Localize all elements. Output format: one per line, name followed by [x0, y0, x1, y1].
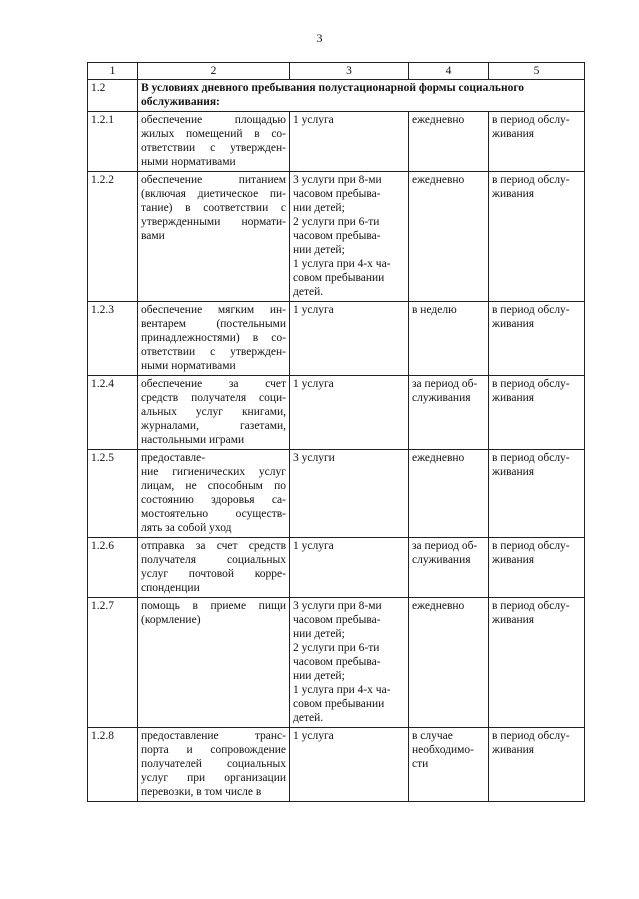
service-term-line: живания: [492, 744, 535, 756]
column-number: 2: [138, 63, 290, 80]
column-number: 4: [409, 63, 489, 80]
service-frequency-line: за период об-: [412, 378, 478, 390]
service-description-line: состоянию здоровья са-: [141, 494, 286, 506]
service-term: [489, 112, 585, 172]
service-description-line: услуг при организации: [141, 772, 286, 784]
service-term-line: в период обслу-: [492, 114, 570, 126]
service-frequency: [409, 450, 489, 538]
service-description-line: ответствии с утвержден-: [141, 142, 286, 154]
service-volume-line: 1 услуга: [293, 540, 334, 552]
service-frequency: [409, 598, 489, 728]
table-row: [88, 728, 585, 802]
table-row: [88, 302, 585, 376]
service-description-line: получателей социальных: [141, 758, 286, 770]
service-volume: [290, 598, 409, 728]
service-description-line: предоставление транс-: [141, 730, 286, 742]
service-description-line: настольными играми: [141, 434, 245, 446]
service-volume-line: часовом пребыва-: [293, 614, 381, 626]
service-term-line: в период обслу-: [492, 540, 570, 552]
service-frequency: [409, 538, 489, 598]
service-number: 1.2.4: [88, 376, 138, 450]
service-description-line: ответствии с утвержден-: [141, 346, 286, 358]
table-row: [88, 598, 585, 728]
service-frequency-line: ежедневно: [412, 174, 465, 186]
service-description-line: вентарем (постельными: [141, 318, 286, 330]
service-volume-line: 1 услуга при 4-х ча-: [293, 684, 391, 696]
service-frequency-line: необходимо-: [412, 744, 475, 756]
section-title-line: В условиях дневного пребывания полустационарной формы социального: [141, 82, 525, 94]
service-frequency: [409, 728, 489, 802]
service-description-line: лять за собой уход: [141, 522, 232, 534]
service-volume: [290, 376, 409, 450]
service-number: 1.2.1: [88, 112, 138, 172]
service-term: [489, 302, 585, 376]
service-volume: [290, 172, 409, 302]
service-frequency: [409, 376, 489, 450]
service-description-line: обеспечение питанием: [141, 174, 286, 186]
service-number: 1.2.3: [88, 302, 138, 376]
service-number: 1.2.7: [88, 598, 138, 728]
service-term-line: живания: [492, 554, 535, 566]
service-volume-line: нии детей;: [293, 670, 345, 682]
service-description-line: вами: [141, 230, 165, 242]
service-volume-line: 1 услуга при 4-х ча-: [293, 258, 391, 270]
service-term-line: в период обслу-: [492, 174, 570, 186]
service-number: 1.2.5: [88, 450, 138, 538]
service-volume-line: 3 услуги при 8-ми: [293, 600, 382, 612]
service-volume-line: 2 услуги при 6-ти: [293, 642, 380, 654]
service-volume: [290, 112, 409, 172]
service-term: [489, 538, 585, 598]
service-description-line: помощь в приеме пищи: [141, 600, 286, 612]
column-number: 3: [290, 63, 409, 80]
table-row: [88, 450, 585, 538]
service-number: 1.2.8: [88, 728, 138, 802]
service-description-line: обеспечение площадью: [141, 114, 286, 126]
service-description-line: лицам, не способным по: [141, 480, 286, 492]
section-title: [138, 80, 585, 112]
section-row: [88, 80, 585, 112]
service-description-line: альных услуг книгами,: [141, 406, 286, 418]
service-volume: [290, 302, 409, 376]
service-volume-line: 3 услуги при 8-ми: [293, 174, 382, 186]
service-number: 1.2.6: [88, 538, 138, 598]
service-description-line: получателя социальных: [141, 554, 286, 566]
service-description-line: журналами, газетами,: [141, 420, 286, 432]
service-description-line: услуг почтовой корре-: [141, 568, 286, 580]
service-term-line: живания: [492, 318, 535, 330]
service-description: [138, 538, 290, 598]
services-table: [87, 62, 585, 802]
service-frequency-line: служивания: [412, 554, 471, 566]
table-row: [88, 376, 585, 450]
service-description: [138, 450, 290, 538]
service-description-line: отправка за счет средств: [141, 540, 286, 552]
service-volume-line: нии детей;: [293, 202, 345, 214]
service-frequency-line: ежедневно: [412, 114, 465, 126]
service-description: [138, 112, 290, 172]
service-term: [489, 376, 585, 450]
service-description: [138, 728, 290, 802]
column-number-row: [88, 63, 585, 80]
service-description-line: обеспечение мягким ин-: [141, 304, 286, 316]
service-term-line: в период обслу-: [492, 378, 570, 390]
service-term: [489, 598, 585, 728]
service-frequency-line: ежедневно: [412, 600, 465, 612]
service-volume-line: нии детей;: [293, 244, 345, 256]
service-description-line: средств получателя соци-: [141, 392, 286, 404]
service-description: [138, 302, 290, 376]
service-description-line: обеспечение за счет: [141, 378, 286, 390]
service-description-line: спонденции: [141, 582, 200, 594]
table-row: [88, 172, 585, 302]
service-description-line: мостоятельно осуществ-: [141, 508, 286, 520]
service-term-line: живания: [492, 128, 535, 140]
service-description-line: жилых помещений в со-: [141, 128, 286, 140]
service-term-line: в период обслу-: [492, 304, 570, 316]
service-volume-line: 3 услуги: [293, 452, 335, 464]
service-volume-line: 1 услуга: [293, 378, 334, 390]
service-volume: [290, 728, 409, 802]
service-term-line: в период обслу-: [492, 600, 570, 612]
service-volume-line: нии детей;: [293, 628, 345, 640]
service-volume-line: часовом пребыва-: [293, 230, 381, 242]
section-number: 1.2: [88, 80, 138, 112]
service-term-line: живания: [492, 466, 535, 478]
section-title-line: обслуживания:: [141, 96, 220, 108]
service-description-line: принадлежностями) в со-: [141, 332, 286, 344]
service-description-line: порта и сопровождение: [141, 744, 286, 756]
service-term-line: живания: [492, 392, 535, 404]
service-description-line: ными нормативами: [141, 156, 236, 168]
service-description: [138, 598, 290, 728]
service-frequency-line: сти: [412, 758, 429, 770]
service-description: [138, 376, 290, 450]
service-frequency: [409, 302, 489, 376]
service-volume-line: совом пребывании: [293, 272, 385, 284]
service-volume: [290, 538, 409, 598]
service-description: [138, 172, 290, 302]
service-volume: [290, 450, 409, 538]
service-number: 1.2.2: [88, 172, 138, 302]
service-description-line: ние гигиенических услуг: [141, 466, 286, 478]
service-frequency-line: служивания: [412, 392, 471, 404]
service-term-line: живания: [492, 188, 535, 200]
service-description-line: тание) в соответствии с: [141, 202, 286, 214]
service-volume-line: детей.: [293, 286, 324, 298]
service-volume-line: 1 услуга: [293, 304, 334, 316]
column-number: 1: [88, 63, 138, 80]
service-volume-line: детей.: [293, 712, 324, 724]
service-description-line: (кормление): [141, 614, 201, 626]
service-term: [489, 728, 585, 802]
service-description-line: (включая диетическое пи-: [141, 188, 286, 200]
table-row: [88, 112, 585, 172]
service-term-line: в период обслу-: [492, 452, 570, 464]
service-volume-line: совом пребывании: [293, 698, 385, 710]
page-number: 3: [316, 31, 323, 45]
service-term-line: в период обслу-: [492, 730, 570, 742]
service-frequency-line: за период об-: [412, 540, 478, 552]
service-volume-line: 1 услуга: [293, 114, 334, 126]
service-frequency-line: в неделю: [412, 304, 457, 316]
service-description-line: ными нормативами: [141, 360, 236, 372]
service-frequency-line: ежедневно: [412, 452, 465, 464]
service-description-line: утвержденными нормати-: [141, 216, 286, 228]
service-description-line: перевозки, в том числе в: [141, 786, 262, 798]
table-row: [88, 538, 585, 598]
service-volume-line: 1 услуга: [293, 730, 334, 742]
service-description-line: предоставле-: [141, 452, 206, 464]
service-frequency: [409, 172, 489, 302]
service-volume-line: часовом пребыва-: [293, 656, 381, 668]
service-volume-line: часовом пребыва-: [293, 188, 381, 200]
service-frequency: [409, 112, 489, 172]
service-volume-line: 2 услуги при 6-ти: [293, 216, 380, 228]
column-number: 5: [489, 63, 585, 80]
service-term: [489, 172, 585, 302]
service-term-line: живания: [492, 614, 535, 626]
service-term: [489, 450, 585, 538]
service-frequency-line: в случае: [412, 730, 453, 742]
